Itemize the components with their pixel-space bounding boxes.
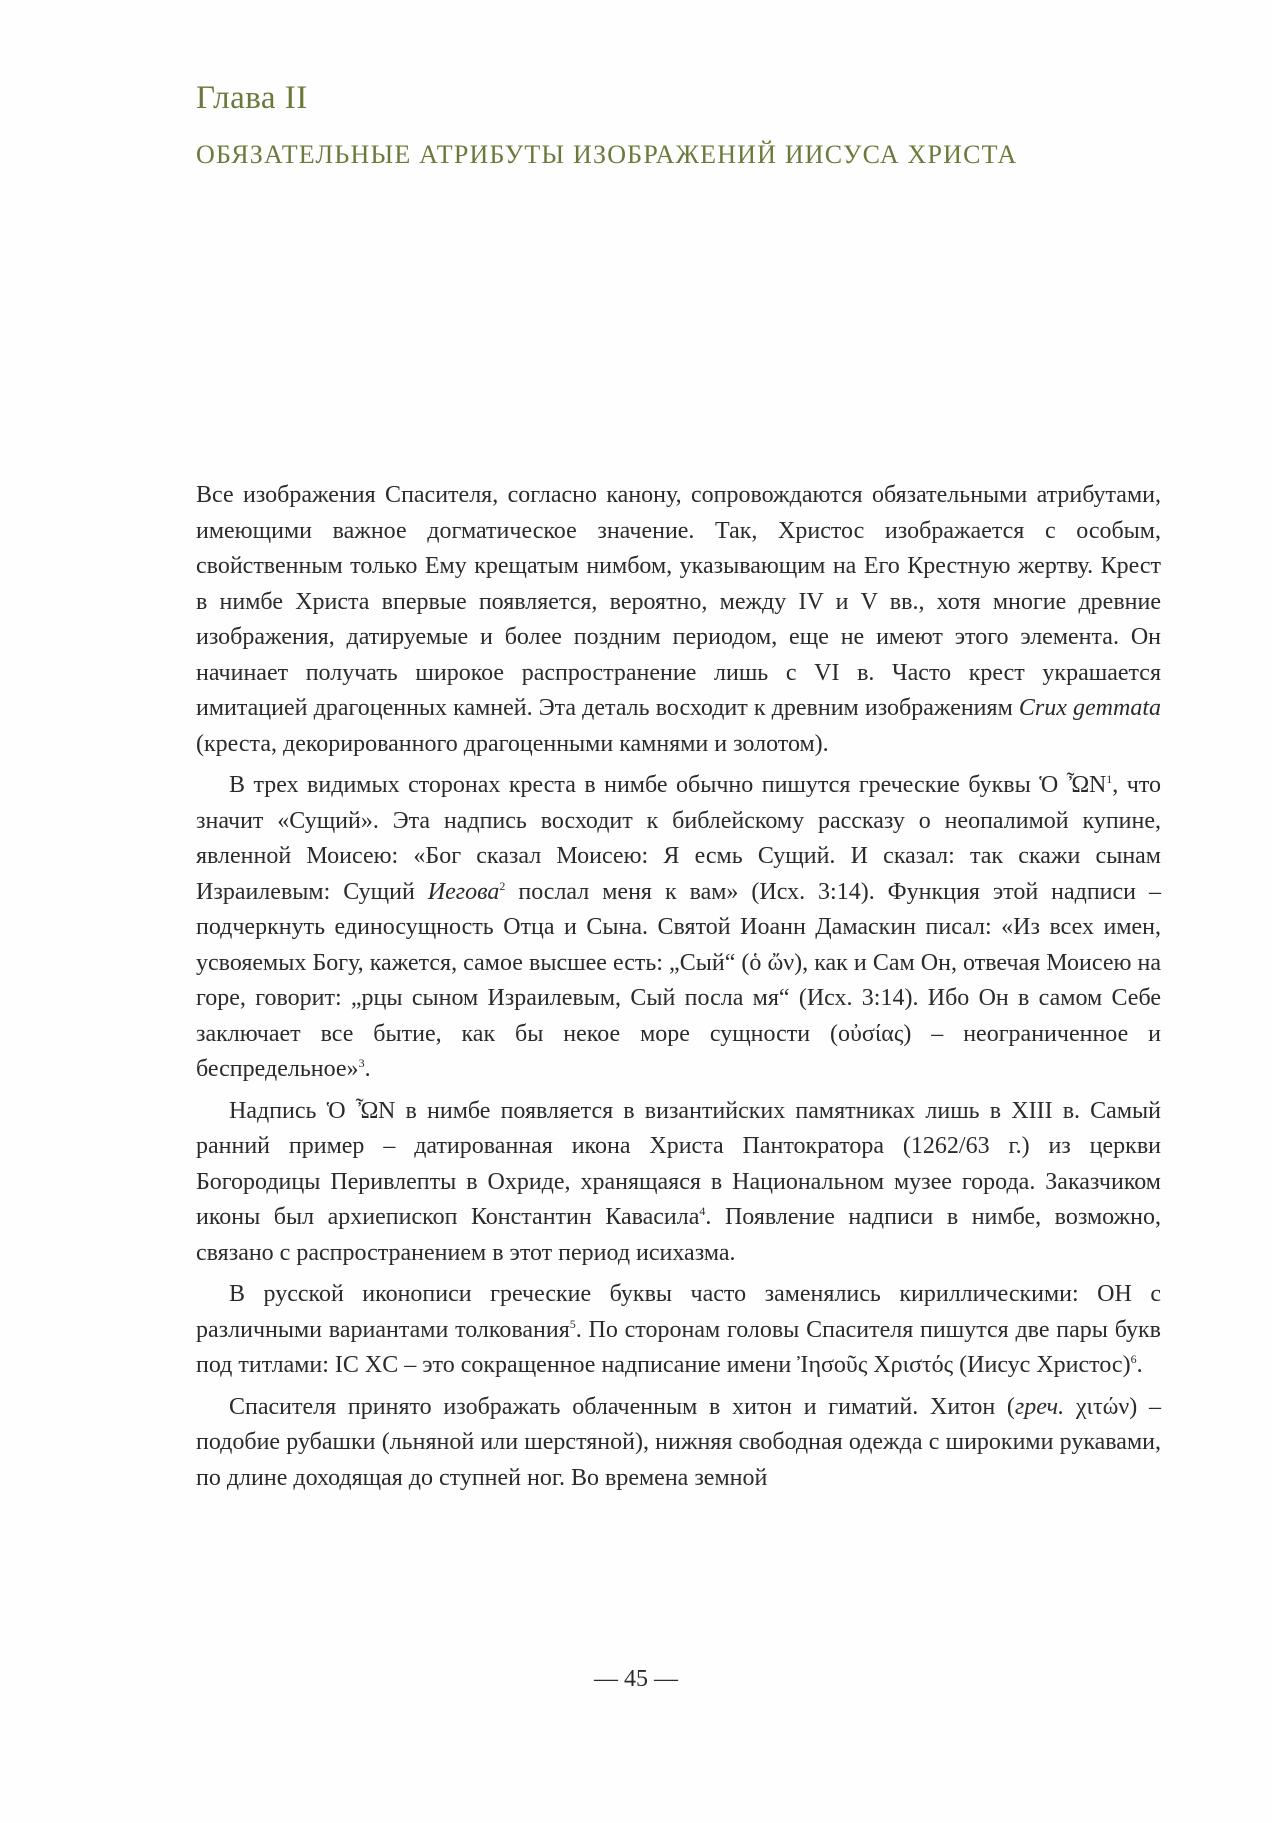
footnote-marker: 5 — [569, 1316, 576, 1331]
paragraph-1 — [196, 478, 1161, 762]
chapter-title: ОБЯЗАТЕЛЬНЫЕ АТРИБУТЫ ИЗОБРАЖЕНИЙ ИИСУСА ХРИСТА — [196, 140, 1018, 169]
chapter-label: Глава II — [196, 80, 308, 116]
page-number: — 45 — — [594, 1666, 678, 1692]
italic-term: греч. — [1014, 1393, 1065, 1420]
paragraph-5 — [196, 1390, 1161, 1497]
italic-term: Иегова — [427, 878, 500, 905]
paragraph-2 — [196, 768, 1161, 1088]
paragraph-text: послал меня к вам» (Исх. 3:14). Функция этой надписи – подчеркнуть единосущность Отца и Сына. Святой Иоанн Дамаскин писал: «Из всех имен, усвояемых Богу, кажется, самое высшее есть: „Сый“ (ὁ ὤν), как и Сам Он, отвечая Моисею на горе, говорит: „рцы сыном Израилевым, Сый посла мя“ (Исх. 3:14). Ибо Он в самом Себе заключает все бытие, как бы некое море сущности (οὐσίας) – неограниченное и беспредельное» — [196, 878, 1161, 1082]
footnote-marker: 1 — [1106, 772, 1113, 786]
paragraph-text: Спасителя принято изображать облаченным в хитон и гиматий. Хитон ( — [229, 1393, 1015, 1420]
paragraph-text: (креста, декорированного драгоценными камнями и золотом). — [196, 730, 829, 757]
footnote-marker: 2 — [499, 878, 506, 893]
paragraph-text: . По сторонам головы Спасителя пишутся две пары букв под титлами: IC XC – это сокращенное надписание имени Ἰησοῦς Χριστός (Иисус Христос) — [196, 1316, 1162, 1378]
footnote-marker: 4 — [699, 1204, 706, 1218]
paragraph-text: В трех видимых сторонах креста в нимбе обычно пишутся греческие буквы Ὁ ὮΝ — [229, 772, 1107, 798]
footnote-marker: 3 — [358, 1056, 365, 1070]
paragraph-text: Надпись Ὁ ὮΝ в нимбе появляется в византийских памятниках лишь в XIII в. Самый ранний пример – датированная икона Христа Пантократора (1262/63 г.) из церкви Богородицы Перивлепты в Охриде, хранящаяся в Национальном музее города. Заказчиком иконы был архиепископ Константин Кавасила — [196, 1097, 1161, 1230]
paragraph-text: , что значит «Сущий». Эта надпись восходит к библейскому рассказу о неопалимой купине, явленной Моисею: «Бог сказал Моисею: Я есмь Сущий. И сказал: так скажи сынам Израилевым: Сущий — [196, 772, 1162, 905]
paragraph-4 — [196, 1277, 1161, 1384]
paragraph-text: . Появление надписи в нимбе, возможно, связано с распространением в этот период исихазма. — [196, 1204, 1161, 1266]
paragraph-3 — [196, 1094, 1161, 1272]
paragraph-text: χιτών) – подобие рубашки (льняной или шерстяной), нижняя свободная одежда с широкими рукавами, по длине доходящая до ступней ног. Во времена земной — [196, 1393, 1161, 1491]
paragraph-text: . — [1136, 1352, 1143, 1378]
italic-term: Crux gemmata — [1018, 695, 1162, 721]
paragraph-text: Все изображения Спасителя, согласно канону, сопровождаются обязательными атрибутами, имеющими важное догматическое значение. Так, Христос изображается с особым, свойственным только Ему крещатым нимбом, указывающим на Его Крестную жертву. Крест в нимбе Христа впервые появляется, вероятно, между IV и V вв., хотя многие древние изображения, датируемые и более поздним периодом, еще не имеют этого элемента. Он начинает получать широкое распространение лишь с VI в. Часто крест украшается имитацией драгоценных камней. Эта деталь восходит к древним изображениям — [196, 482, 1161, 721]
footnote-marker: 6 — [1130, 1352, 1137, 1366]
paragraph-text: В русской иконописи греческие буквы часто заменялись кириллическими: ОН с различными вариантами толкования — [196, 1281, 1161, 1343]
paragraph-text: . — [364, 1056, 371, 1082]
body-text — [196, 478, 1161, 1502]
